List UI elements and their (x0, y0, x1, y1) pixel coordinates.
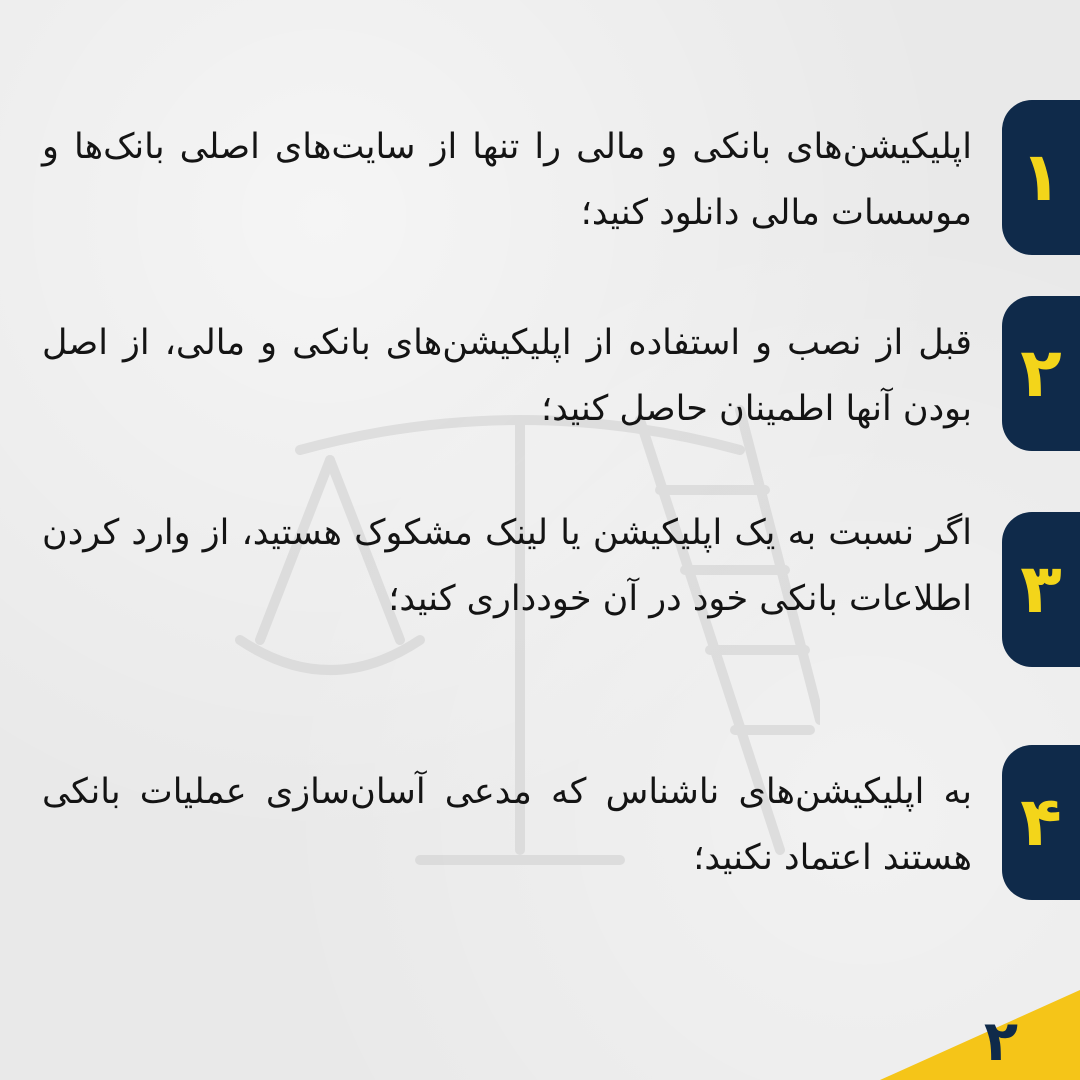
corner-triangle (880, 990, 1080, 1080)
item-text: اگر نسبت به یک اپلیکیشن یا لینک مشکوک هستید، از وارد کردن اطلاعات بانکی خود در آن خودداری کنید؛ (42, 513, 972, 619)
list-item-2 (0, 296, 1080, 456)
number-badge: ۴ (1002, 745, 1080, 900)
list-item-1 (0, 100, 1080, 260)
number-badge: ۱ (1002, 100, 1080, 255)
number-badge: ۲ (1002, 296, 1080, 451)
page-number: ۲ (983, 1009, 1018, 1074)
number-badge: ۳ (1002, 512, 1080, 667)
list-item-4 (0, 745, 1080, 905)
item-text: به اپلیکیشن‌های ناشناس که مدعی آسان‌سازی عملیات بانکی هستند اعتماد نکنید؛ (42, 772, 972, 878)
item-text: قبل از نصب و استفاده از اپلیکیشن‌های بانکی و مالی، از اصل بودن آنها اطمینان حاصل کنید؛ (42, 323, 972, 429)
item-text: اپلیکیشن‌های بانکی و مالی را تنها از سایت‌های اصلی بانک‌ها و موسسات مالی دانلود کنید؛ (42, 127, 972, 233)
list-item-3 (0, 512, 1080, 672)
